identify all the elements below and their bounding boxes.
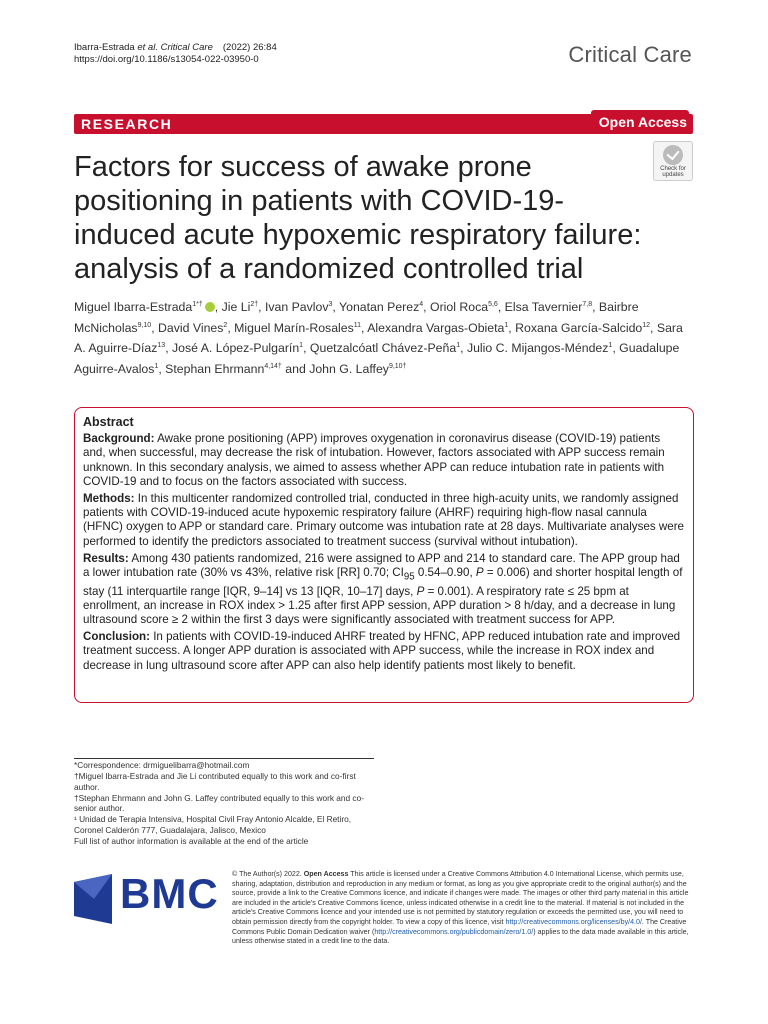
running-header	[74, 42, 277, 66]
article-title: Factors for success of awake prone positioning in patients with COVID-19-induced acute hypoxemic respiratory failure: analysis of a randomized controlled trial	[74, 151, 642, 285]
footnote-divider	[74, 758, 374, 759]
header-authors: Ibarra-Estrada	[74, 42, 138, 53]
background-text: Awake prone positioning (APP) improves oxygenation in coronavirus disease (COVID-19) patients and, when successful, may decrease the risk of intubation. However, factors associated with APP success remain unknown. In this secondary analysis, we aimed to assess whether APP can reduce intubation rate in patients with COVID-19 and to focus on the factors associated with success.	[83, 432, 665, 488]
check-for-updates-badge[interactable]	[653, 141, 693, 181]
methods-label: Methods:	[83, 492, 135, 506]
check-updates-icon	[663, 145, 683, 165]
conclusion-text: In patients with COVID-19-induced AHRF treated by HFNC, APP reduced intubation rate and improved treatment success. A longer APP duration is associated with APP success, while the increase in ROX index and decrease in lung ultrasound score after APP can also help identify patients most likely to benefit.	[83, 630, 681, 672]
open-access-tab: Open Access	[591, 110, 689, 132]
license-body: This article is licensed under a Creative Commons Attribution 4.0 International License, which permits use, sharing, adaptation, distribution and reproduction in any medium or format, as long as you give appropriate credit to the original author(s) and the source, provide a link to the Creative Commons licence, and indicate if changes were made. The images or other third party material in this article are included in the article's Creative Commons licence, unless indicated otherwise in a credit line to the material. If material is not included in the article's Creative Commons licence and your intended use is not permitted by statutory regulation or exceeds the permitted use, you will need to obtain permission directly from the copyright holder. To view a copy of this licence, visit	[232, 870, 689, 926]
license-middle: . The Creative Commons Public Domain Dedication waiver (	[232, 917, 687, 936]
article-type-banner	[74, 114, 693, 134]
abstract-heading: Abstract	[83, 415, 134, 429]
abstract-results	[83, 552, 685, 627]
results-text: Among 430 patients randomized, 216 were assigned to APP and 214 to standard care. The APP group had a lower intubation rate (30% vs 43%, relative risk [RR] 0.70; $CI_{95}$ 0.54–0.90, P = 0.006) and shorter hospital length of stay (11 interquartile range [IQR, 9–14] vs 13 [IQR, 10–17] days, P = 0.001). A respiratory rate ≤ 25 bpm at enrollment, an increase in ROX index > 1.25 after first APP session, APP duration > 8 h/day, and a decrease in lung ultrasound score ≥ 2 within the first 3 days were significantly associated with treatment success for APP.	[83, 551, 683, 626]
research-label: RESEARCH	[81, 116, 173, 132]
abstract-conclusion	[83, 630, 685, 673]
license-text	[232, 870, 694, 947]
footnote-affiliation: ¹ Unidad de Terapia Intensiva, Hospital Civil Fray Antonio Alcalde, El Retiro, Coronel Calderón 777, Guadalajara, Jalisco, Mexico	[74, 814, 352, 835]
license-open-access: Open Access	[303, 870, 349, 878]
license-link-by[interactable]: http://creativecommons.org/licenses/by/4.0/	[505, 917, 642, 926]
footnote-full-list: Full list of author information is available at the end of the article	[74, 836, 309, 847]
abstract-methods	[83, 492, 685, 549]
footnote-senior-authors: †Stephan Ehrmann and John G. Laffey contributed equally to this work and co-senior author.	[74, 792, 364, 814]
check-updates-line2: updates	[662, 172, 684, 178]
check-updates-line1: Check for	[660, 166, 686, 172]
header-journal-ref: et al. Critical Care	[137, 42, 213, 53]
methods-text: In this multicenter randomized controlled trial, conducted in three high-acuity units, we randomly assigned patients with COVID-19-induced acute hypoxemic respiratory failure (AHRF) requiring high-flow nasal cannula (HFNC) oxygen to APP or standard care. Primary outcome was intubation rate at 28 days. Multivariate analyses were performed to identify the predictors associated to treatment success (survival without intubation).	[83, 492, 685, 548]
bmc-logo-text: BMC	[120, 870, 219, 917]
license-tail: ) applies to the data made available in this article, unless otherwise stated in a credit line to the data.	[232, 927, 689, 946]
abstract-box	[74, 407, 694, 703]
results-label: Results:	[83, 551, 129, 565]
journal-name: Critical Care	[568, 42, 692, 67]
footnote-first-authors: †Miguel Ibarra-Estrada and Jie Li contributed equally to this work and co-first author.	[74, 771, 356, 792]
header-doi-link[interactable]: https://doi.org/10.1186/s13054-022-03950-0	[74, 54, 259, 65]
license-link-zero[interactable]: http://creativecommons.org/publicdomain/zero/1.0/	[374, 927, 534, 936]
footnote-correspondence: *Correspondence: drmiguelibarra@hotmail.com	[74, 760, 250, 770]
author-list: Miguel Ibarra-Estrada$^{1*\dagger}$ , Jie $Li^{2\dagger}$, Ivan Pavlov$^3$, Yonatan Perez$^4$, Oriol Roca$^{5,6}$, Elsa Tavernier$^{7,8}$, Bairbre McNicholas$^{9,10}$, David Vines$^2$, Miguel Marín-Rosales$^{11}$, Alexandra Vargas-Obieta$^1$, Roxana García-Salcido$^{12}$, Sara A. Aguirre-Díaz$^{13}$, José A. López-Pulgarín$^1$, Quetzalcóatl Chávez-Peña$^1$, Julio C. Mijangos-Méndez$^1$, Guadalupe Aguirre-Avalos$^1$, Stephan Ehrmann$^{4,14\dagger}$ and John G. Laffey$^{9,10\dagger}$	[74, 300, 683, 376]
abstract-background	[83, 432, 685, 489]
conclusion-label: Conclusion:	[83, 630, 150, 644]
footnotes	[74, 760, 374, 847]
header-year-volume: (2022) 26:84	[222, 42, 277, 53]
background-label: Background:	[83, 432, 155, 446]
license-prefix: © The Author(s) 2022.	[232, 870, 304, 878]
